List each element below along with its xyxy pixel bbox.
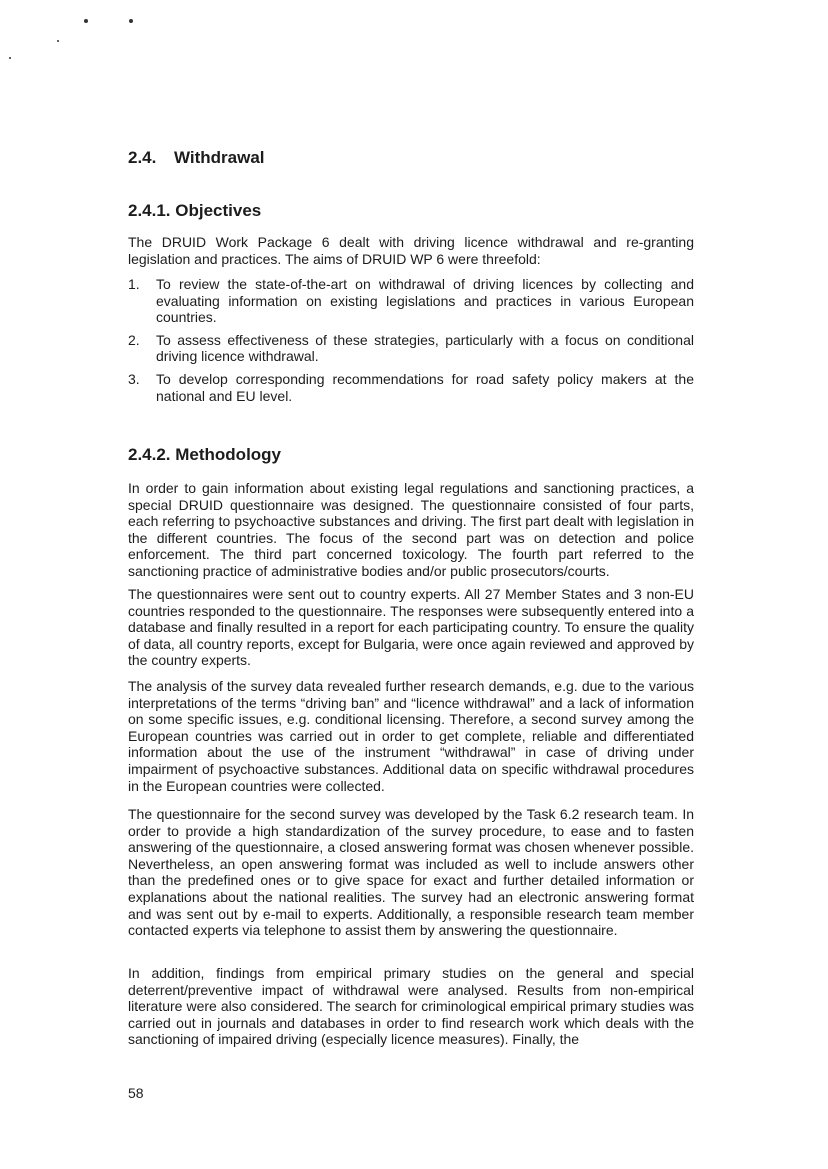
section-title: Withdrawal — [174, 148, 265, 167]
scan-speck — [129, 19, 133, 23]
aims-list-item — [128, 276, 694, 326]
methodology-paragraph: In addition, findings from empirical primary studies on the general and special deterrent/preventive impact of withdrawal were analysed. Results from non-empirical literature were also considered. The search for criminological empirical primary studies was carried out in journals and databases in order to find research work which deals with the sanctioning of impaired driving (especially licence measures). Finally, the — [128, 965, 694, 1048]
scan-speck — [9, 57, 11, 59]
aims-item-text: To review the state-of-the-art on withdrawal of driving licences by collecting and evaluating information on existing legislations and practices in various European countries. — [156, 276, 694, 326]
aims-list-item — [128, 332, 694, 365]
aims-item-number: 2. — [128, 331, 140, 348]
scan-speck — [57, 40, 59, 42]
aims-item-text: To develop corresponding recommendations for road safety policy makers at the national and EU level. — [156, 370, 694, 404]
section-heading — [128, 146, 265, 170]
page-number: 58 — [128, 1085, 144, 1101]
aims-item-number: 3. — [128, 370, 140, 387]
methodology-paragraph: The questionnaires were sent out to country experts. All 27 Member States and 3 non-EU countries responded to the questionnaire. The responses were subsequently entered into a database and finally resulted in a report for each participating country. To ensure the quality of data, all country reports, except for Bulgaria, were once again reviewed and approved by the country experts. — [128, 586, 694, 669]
methodology-paragraph: The analysis of the survey data revealed further research demands, e.g. due to the various interpretations of the terms “driving ban” and “licence withdrawal” and a lack of information on some specific issues, e.g. conditional licensing. Therefore, a second survey among the European countries was carried out in order to get complete, reliable and differentiated information about the use of the instrument “withdrawal” in case of driving under impairment of psychoactive substances. Additional data on specific withdrawal procedures in the European countries were collected. — [128, 678, 694, 794]
aims-list-item — [128, 371, 694, 404]
aims-list — [128, 276, 694, 404]
methodology-paragraph: The questionnaire for the second survey was developed by the Task 6.2 research team. In order to provide a high standardization of the survey procedure, to ease and to fasten answering of the questionnaire, a closed answering format was chosen whenever possible. Nevertheless, an open answering format was included as well to include answers other than the predefined ones or to give space for exact and further detailed information or explanations about the national realities. The survey had an electronic answering format and was sent out by e-mail to experts. Additionally, a responsible research team member contacted experts via telephone to assist them by answering the questionnaire. — [128, 806, 694, 939]
section-number: 2.4. — [128, 148, 157, 167]
scan-speck — [84, 19, 88, 23]
aims-item-number: 1. — [128, 276, 140, 292]
methodology-paragraph: In order to gain information about existing legal regulations and sanctioning practices, a special DRUID questionnaire was designed. The questionnaire consisted of four parts, each referring to psychoactive substances and driving. The first part dealt with legislation in the different countries. The focus of the second part was on detection and police enforcement. The third part concerned toxicology. The fourth part referred to the sanctioning practice of administrative bodies and/or public prosecutors/courts. — [128, 480, 694, 579]
objectives-heading: 2.4.1. Objectives — [128, 201, 262, 220]
aims-item-text: To assess effectiveness of these strategies, particularly with a focus on conditional driving licence withdrawal. — [156, 331, 694, 365]
objectives-intro: The DRUID Work Package 6 dealt with driving licence withdrawal and re-granting legislation and practices. The aims of DRUID WP 6 were threefold: — [128, 234, 694, 267]
methodology-heading: 2.4.2. Methodology — [128, 445, 282, 464]
